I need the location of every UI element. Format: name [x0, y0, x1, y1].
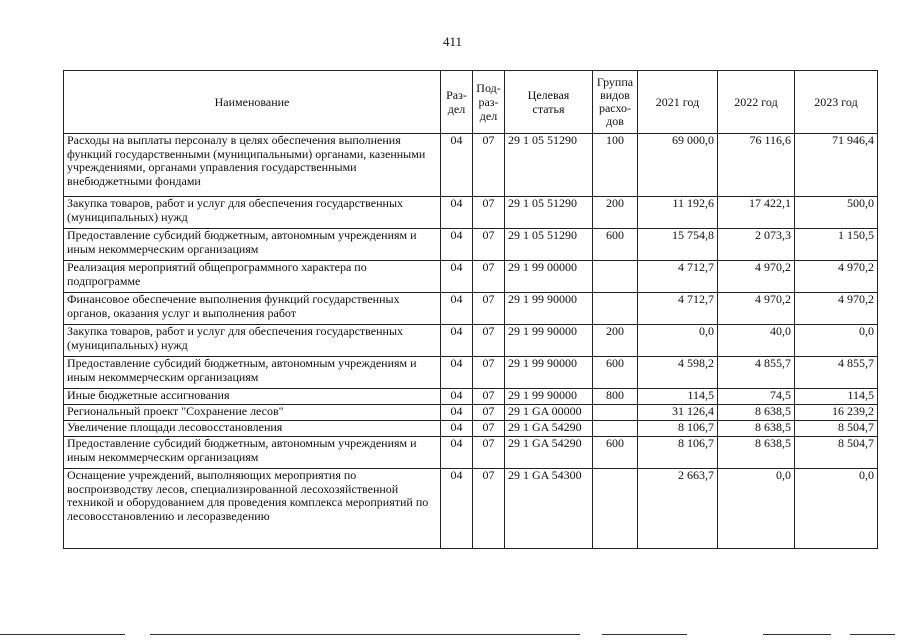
cell-name: Иные бюджетные ассигнования — [64, 389, 441, 405]
footer-line — [763, 634, 831, 635]
cell-section: 04 — [441, 405, 473, 421]
cell-2021: 8 106,7 — [638, 421, 718, 437]
cell-2021: 0,0 — [638, 325, 718, 357]
cell-target-article: 29 1 GA 54300 — [505, 469, 593, 549]
cell-2023: 0,0 — [795, 469, 878, 549]
cell-section: 04 — [441, 229, 473, 261]
table-row — [64, 469, 878, 549]
cell-subsection: 07 — [473, 134, 505, 197]
cell-section: 04 — [441, 357, 473, 389]
cell-target-article: 29 1 GA 00000 — [505, 405, 593, 421]
cell-name: Региональный проект "Сохранение лесов" — [64, 405, 441, 421]
footer-line — [0, 634, 125, 635]
cell-2023: 8 504,7 — [795, 437, 878, 469]
cell-expense-group: 600 — [593, 357, 638, 389]
cell-target-article: 29 1 05 51290 — [505, 134, 593, 197]
cell-section: 04 — [441, 197, 473, 229]
cell-2023: 0,0 — [795, 325, 878, 357]
cell-expense-group — [593, 261, 638, 293]
footer-line — [850, 634, 895, 635]
header-section: Раз- дел — [441, 71, 473, 134]
table-row — [64, 229, 878, 261]
cell-2022: 8 638,5 — [718, 437, 795, 469]
cell-subsection: 07 — [473, 437, 505, 469]
cell-2023: 16 239,2 — [795, 405, 878, 421]
cell-2021: 4 712,7 — [638, 261, 718, 293]
cell-subsection: 07 — [473, 421, 505, 437]
cell-2022: 4 970,2 — [718, 261, 795, 293]
header-target-article: Целевая статья — [505, 71, 593, 134]
cell-subsection: 07 — [473, 405, 505, 421]
cell-section: 04 — [441, 134, 473, 197]
header-name: Наименование — [64, 71, 441, 134]
cell-name: Увеличение площади лесовосстановления — [64, 421, 441, 437]
header-subsection: Под- раз- дел — [473, 71, 505, 134]
cell-subsection: 07 — [473, 261, 505, 293]
cell-section: 04 — [441, 437, 473, 469]
cell-name: Оснащение учреждений, выполняющих мероприятия по воспроизводству лесов, специализированной лесохозяйственной техникой и оборудованием для проведения комплекса мероприятий по лесовосстановлению и лесоразведению — [64, 469, 441, 549]
table-row — [64, 421, 878, 437]
table-row — [64, 293, 878, 325]
table-row — [64, 389, 878, 405]
cell-expense-group: 600 — [593, 437, 638, 469]
cell-2021: 69 000,0 — [638, 134, 718, 197]
cell-2023: 71 946,4 — [795, 134, 878, 197]
table-row — [64, 405, 878, 421]
cell-2021: 4 598,2 — [638, 357, 718, 389]
cell-2022: 17 422,1 — [718, 197, 795, 229]
cell-target-article: 29 1 99 90000 — [505, 325, 593, 357]
page-number: 411 — [442, 34, 463, 49]
table-row — [64, 134, 878, 197]
cell-2021: 11 192,6 — [638, 197, 718, 229]
cell-2022: 4 970,2 — [718, 293, 795, 325]
table-row — [64, 197, 878, 229]
cell-2022: 2 073,3 — [718, 229, 795, 261]
cell-expense-group: 200 — [593, 325, 638, 357]
table-row — [64, 437, 878, 469]
cell-name: Финансовое обеспечение выполнения функций государственных органов, оказания услуг и выполнения работ — [64, 293, 441, 325]
cell-expense-group: 100 — [593, 134, 638, 197]
cell-2022: 74,5 — [718, 389, 795, 405]
cell-2022: 4 855,7 — [718, 357, 795, 389]
cell-2023: 114,5 — [795, 389, 878, 405]
cell-target-article: 29 1 05 51290 — [505, 197, 593, 229]
header-2021: 2021 год — [638, 71, 718, 134]
cell-2021: 31 126,4 — [638, 405, 718, 421]
cell-expense-group — [593, 405, 638, 421]
cell-2022: 8 638,5 — [718, 405, 795, 421]
cell-section: 04 — [441, 469, 473, 549]
cell-subsection: 07 — [473, 293, 505, 325]
cell-expense-group: 600 — [593, 229, 638, 261]
cell-section: 04 — [441, 325, 473, 357]
cell-name: Расходы на выплаты персоналу в целях обеспечения выполнения функций государственными (муниципальными) органами, казенными учреждениями, органами управления государственными внебюджетными фондами — [64, 134, 441, 197]
cell-2022: 76 116,6 — [718, 134, 795, 197]
cell-2021: 2 663,7 — [638, 469, 718, 549]
cell-2023: 4 970,2 — [795, 293, 878, 325]
cell-target-article: 29 1 99 90000 — [505, 389, 593, 405]
cell-name: Закупка товаров, работ и услуг для обеспечения государственных (муниципальных) нужд — [64, 197, 441, 229]
footer-line — [602, 634, 687, 635]
cell-expense-group: 200 — [593, 197, 638, 229]
cell-target-article: 29 1 99 90000 — [505, 357, 593, 389]
cell-section: 04 — [441, 421, 473, 437]
cell-name: Предоставление субсидий бюджетным, автономным учреждениям и иным некоммерческим организациям — [64, 357, 441, 389]
cell-2023: 4 855,7 — [795, 357, 878, 389]
cell-2023: 500,0 — [795, 197, 878, 229]
cell-2021: 114,5 — [638, 389, 718, 405]
cell-2021: 15 754,8 — [638, 229, 718, 261]
cell-subsection: 07 — [473, 325, 505, 357]
cell-name: Реализация мероприятий общепрограммного характера по подпрограмме — [64, 261, 441, 293]
cell-2022: 40,0 — [718, 325, 795, 357]
budget-table — [63, 70, 878, 549]
cell-section: 04 — [441, 293, 473, 325]
cell-section: 04 — [441, 389, 473, 405]
table-row — [64, 357, 878, 389]
cell-target-article: 29 1 GA 54290 — [505, 437, 593, 469]
cell-expense-group — [593, 469, 638, 549]
cell-subsection: 07 — [473, 389, 505, 405]
cell-subsection: 07 — [473, 469, 505, 549]
cell-target-article: 29 1 99 00000 — [505, 261, 593, 293]
cell-name: Предоставление субсидий бюджетным, автономным учреждениям и иным некоммерческим организациям — [64, 437, 441, 469]
table-row — [64, 261, 878, 293]
cell-subsection: 07 — [473, 357, 505, 389]
cell-target-article: 29 1 05 51290 — [505, 229, 593, 261]
cell-2023: 1 150,5 — [795, 229, 878, 261]
cell-subsection: 07 — [473, 229, 505, 261]
cell-2023: 4 970,2 — [795, 261, 878, 293]
cell-subsection: 07 — [473, 197, 505, 229]
header-2023: 2023 год — [795, 71, 878, 134]
cell-expense-group — [593, 421, 638, 437]
cell-name: Закупка товаров, работ и услуг для обеспечения государственных (муниципальных) нужд — [64, 325, 441, 357]
table-row — [64, 325, 878, 357]
cell-2023: 8 504,7 — [795, 421, 878, 437]
cell-target-article: 29 1 99 90000 — [505, 293, 593, 325]
cell-2021: 8 106,7 — [638, 437, 718, 469]
table-header-row — [64, 71, 878, 134]
cell-target-article: 29 1 GA 54290 — [505, 421, 593, 437]
header-2022: 2022 год — [718, 71, 795, 134]
cell-2021: 4 712,7 — [638, 293, 718, 325]
cell-name: Предоставление субсидий бюджетным, автономным учреждениям и иным некоммерческим организациям — [64, 229, 441, 261]
cell-expense-group — [593, 293, 638, 325]
header-expense-group: Группа видов расхо- дов — [593, 71, 638, 134]
cell-section: 04 — [441, 261, 473, 293]
cell-expense-group: 800 — [593, 389, 638, 405]
cell-2022: 8 638,5 — [718, 421, 795, 437]
footer-line — [150, 634, 580, 635]
cell-2022: 0,0 — [718, 469, 795, 549]
